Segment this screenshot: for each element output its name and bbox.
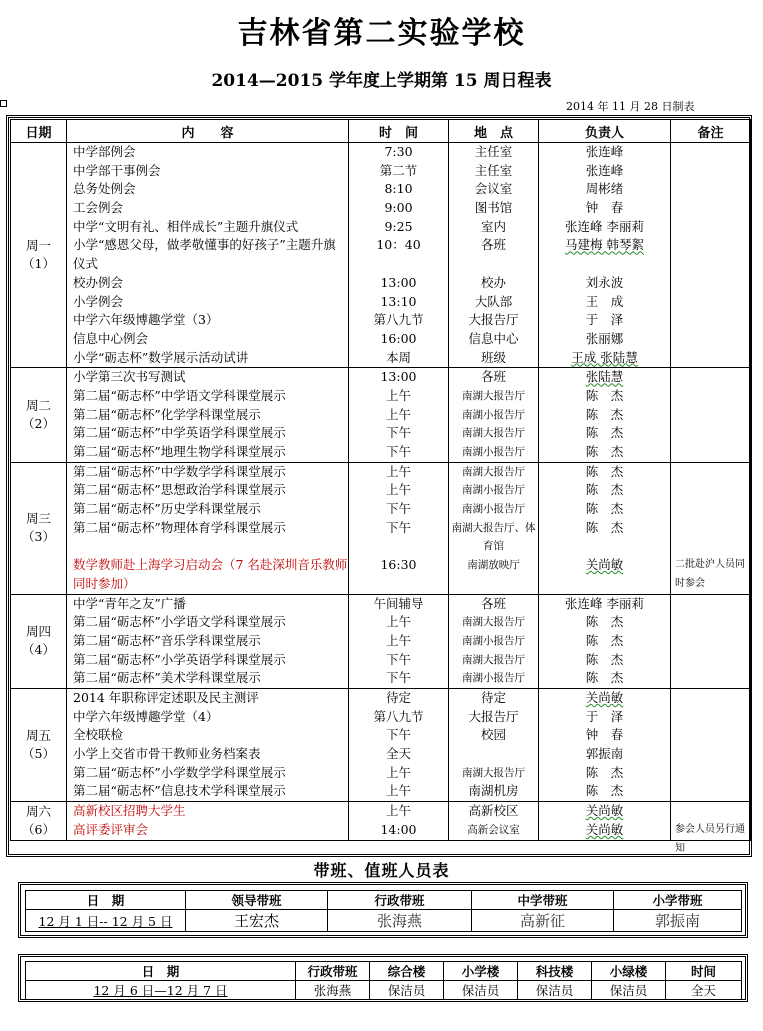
event-time: 上午 xyxy=(385,764,411,780)
event-content: 2014 年职称评定述职及民主测评 xyxy=(73,690,259,706)
duty-table-2-frame xyxy=(18,954,748,1002)
day-number: （4） xyxy=(22,642,55,658)
event-person: 于 泽 xyxy=(585,708,624,724)
event-time: 9:25 xyxy=(384,218,413,234)
event-content: 小学例会 xyxy=(73,293,124,309)
event-person-cell xyxy=(539,143,671,368)
duty1-header-admin: 行政带班 xyxy=(328,891,472,910)
event-note xyxy=(671,782,750,801)
event-time: 7:30 xyxy=(384,144,413,159)
event-content: 第二届“砺志杯”小学语文学科课堂展示 xyxy=(73,614,286,630)
event-content: 第二届“砺志杯”小学数学学科课堂展示 xyxy=(73,764,286,780)
event-person: 张陆慧 xyxy=(585,369,624,385)
event-time: 16:30 xyxy=(380,557,417,573)
event-person: 张丽娜 xyxy=(585,330,624,346)
event-time: 第八九节 xyxy=(373,708,424,724)
event-content: 第二届“砺志杯”中学语文学科课堂展示 xyxy=(73,387,286,403)
event-time: 13:10 xyxy=(380,293,417,309)
event-content: 小学上交省市骨干教师业务档案表 xyxy=(73,746,261,762)
event-place: 大报告厅 xyxy=(468,312,519,328)
event-note xyxy=(671,162,750,181)
event-person: 王 成 xyxy=(585,293,624,309)
event-time: 9:00 xyxy=(384,200,413,216)
event-note xyxy=(671,764,750,783)
schedule-header-row xyxy=(11,120,751,143)
day-number: （1） xyxy=(22,256,55,272)
event-content: 第二届“砺志杯”美术学科课堂展示 xyxy=(73,670,261,686)
event-place-cell xyxy=(449,802,539,840)
event-note xyxy=(671,463,750,482)
event-note xyxy=(671,311,750,330)
event-place: 校园 xyxy=(480,727,506,743)
event-time: 8:10 xyxy=(384,181,413,197)
duty2-header-time: 时间 xyxy=(666,962,742,981)
event-time: 午间辅导 xyxy=(373,595,424,611)
day-number: （5） xyxy=(22,746,55,762)
event-time: 下午 xyxy=(385,651,411,667)
event-person: 关尚敏 xyxy=(585,690,624,706)
event-person: 关尚敏 xyxy=(585,821,624,837)
duty-table-1 xyxy=(25,890,742,932)
duty2-header-primary-bldg: 小学楼 xyxy=(444,962,518,981)
duty-table-2-header xyxy=(26,962,742,981)
event-content: 工会例会 xyxy=(73,200,124,216)
event-person: 陈 杰 xyxy=(585,425,624,441)
event-content-cell xyxy=(67,594,349,688)
event-person: 陈 杰 xyxy=(585,406,624,422)
duty2-header-tech-bldg: 科技楼 xyxy=(518,962,592,981)
duty-table-1-header xyxy=(26,891,742,910)
event-place: 南湖小报告厅 xyxy=(462,446,525,459)
event-content: 校办例会 xyxy=(73,274,124,290)
event-person: 郭振南 xyxy=(585,746,624,762)
event-note xyxy=(671,500,750,519)
event-place: 南湖大报告厅 xyxy=(462,616,525,629)
event-content-cell xyxy=(67,462,349,594)
event-content: 全校联检 xyxy=(73,727,124,743)
event-content: 信息中心例会 xyxy=(73,330,149,346)
event-content: 第二届“砺志杯”思想政治学科课堂展示 xyxy=(73,482,286,498)
day-cell xyxy=(11,689,67,802)
event-note xyxy=(671,669,750,688)
event-person: 刘永波 xyxy=(585,274,624,290)
event-note xyxy=(671,708,750,727)
event-person: 周彬绪 xyxy=(585,181,624,197)
day-name: 周六 xyxy=(25,803,51,819)
event-place xyxy=(449,745,538,764)
day-row xyxy=(11,143,751,368)
event-note xyxy=(671,274,750,293)
page-title: 吉林省第二实验学校 xyxy=(237,16,526,51)
event-place: 各班 xyxy=(480,369,506,385)
event-place: 室内 xyxy=(480,218,506,234)
event-place-cell xyxy=(449,689,539,802)
day-cell xyxy=(11,368,67,462)
event-content: 高新校区招聘大学生 xyxy=(73,803,186,819)
event-time: 全天 xyxy=(385,746,411,762)
event-person: 张连峰 xyxy=(585,162,624,178)
duty1-middle: 高新征 xyxy=(472,910,614,932)
duty2-admin: 张海燕 xyxy=(296,981,370,1000)
event-note xyxy=(671,443,750,462)
event-content-cell xyxy=(67,368,349,462)
event-place: 班级 xyxy=(480,349,506,365)
table-anchor-handle[interactable] xyxy=(0,100,7,107)
event-place: 南湖大报告厅 xyxy=(462,766,525,779)
event-note xyxy=(671,349,750,368)
duty2-header-admin: 行政带班 xyxy=(296,962,370,981)
duty1-header-primary: 小学带班 xyxy=(614,891,742,910)
event-note xyxy=(671,143,750,162)
event-person-cell xyxy=(539,368,671,462)
event-place: 大队部 xyxy=(474,293,513,309)
event-note: 二批赴沪人员同时参会 xyxy=(675,559,745,589)
event-note xyxy=(671,180,750,199)
day-row xyxy=(11,594,751,688)
event-note xyxy=(671,519,750,556)
event-person-cell xyxy=(539,689,671,802)
event-time-cell xyxy=(349,594,449,688)
event-time: 13:00 xyxy=(380,274,417,290)
duty-title: 带班、值班人员表 xyxy=(313,861,450,880)
event-time: 上午 xyxy=(385,463,411,479)
event-time: 下午 xyxy=(385,444,411,460)
event-place: 高新校区 xyxy=(468,803,519,819)
event-content: 第二届“砺志杯”地理生物学科课堂展示 xyxy=(73,444,286,460)
event-content: 高评委评审会 xyxy=(73,821,149,837)
event-time: 14:00 xyxy=(380,821,417,837)
event-person: 马建梅 韩琴絮 xyxy=(565,237,644,253)
event-time-cell xyxy=(349,143,449,368)
duty2-date: 12 月 6 日—12 月 7 日 xyxy=(26,981,296,1000)
event-note xyxy=(671,368,750,387)
duty1-header-middle: 中学带班 xyxy=(472,891,614,910)
event-person: 陈 杰 xyxy=(585,501,624,517)
event-time: 13:00 xyxy=(380,369,417,385)
event-note-cell xyxy=(671,689,751,802)
event-content: 中学“文明有礼、相伴成长”主题升旗仪式 xyxy=(73,218,299,234)
day-row xyxy=(11,462,751,594)
event-place-cell xyxy=(449,368,539,462)
day-cell xyxy=(11,594,67,688)
event-time: 16:00 xyxy=(380,330,417,346)
event-note xyxy=(671,726,750,745)
event-note-cell xyxy=(671,462,751,594)
event-note xyxy=(671,406,750,425)
day-number: （6） xyxy=(22,821,55,837)
event-time: 第二节 xyxy=(379,162,418,178)
event-person: 陈 杰 xyxy=(585,387,624,403)
event-time: 第八九节 xyxy=(373,312,424,328)
event-note-cell xyxy=(671,802,751,854)
event-place: 会议室 xyxy=(474,181,513,197)
event-content-cell xyxy=(67,143,349,368)
event-place: 南湖大报告厅 xyxy=(462,427,525,440)
event-note xyxy=(671,613,750,632)
event-content: 中学部干事例会 xyxy=(73,162,161,178)
event-place: 南湖放映厅 xyxy=(467,559,520,572)
event-note xyxy=(671,330,750,349)
event-person-cell xyxy=(539,594,671,688)
event-note-cell xyxy=(671,594,751,688)
col-header-note: 备注 xyxy=(671,120,751,143)
event-note xyxy=(671,424,750,443)
event-content: 第二届“砺志杯”物理体育学科课堂展示 xyxy=(73,519,286,535)
event-note xyxy=(671,632,750,651)
event-place: 南湖小报告厅 xyxy=(462,503,525,516)
duty1-header-date: 日 期 xyxy=(26,891,186,910)
event-place: 南湖大报告厅 xyxy=(462,653,525,666)
event-note xyxy=(671,218,750,237)
day-row xyxy=(11,802,751,840)
col-header-place: 地 点 xyxy=(449,120,539,143)
day-number: （3） xyxy=(22,529,55,545)
event-time: 上午 xyxy=(385,482,411,498)
duty1-admin: 张海燕 xyxy=(328,910,472,932)
event-person: 张连峰 xyxy=(585,144,624,159)
event-content: 小学第三次书写测试 xyxy=(73,369,186,385)
event-person: 张连峰 李丽莉 xyxy=(565,595,644,611)
event-time: 上午 xyxy=(385,783,411,799)
event-content: 数学教师赴上海学习启动会（7 名赴深圳音乐教师同时参加） xyxy=(73,557,348,591)
event-person: 陈 杰 xyxy=(585,670,624,686)
event-note-cell xyxy=(671,143,751,368)
event-content: 总务处例会 xyxy=(73,181,136,197)
schedule-table xyxy=(10,119,751,854)
event-place: 各班 xyxy=(480,237,506,253)
event-content: 第二届“砺志杯”中学数学学科课堂展示 xyxy=(73,463,286,479)
duty1-leader: 王宏杰 xyxy=(186,910,328,932)
event-content-cell xyxy=(67,802,349,840)
event-time-cell xyxy=(349,368,449,462)
event-content: 第二届“砺志杯”中学英语学科课堂展示 xyxy=(73,425,286,441)
event-person: 钟 春 xyxy=(585,200,624,216)
duty2-header-green-bldg: 小绿楼 xyxy=(592,962,666,981)
event-content: 小学“感恩父母，做孝敬懂事的好孩子”主题升旗仪式 xyxy=(73,237,336,272)
event-content: 小学“砺志杯”数学展示活动试讲 xyxy=(73,349,249,365)
duty2-header-date: 日 期 xyxy=(26,962,296,981)
event-note-cell xyxy=(671,368,751,462)
event-note xyxy=(671,802,750,821)
col-header-person: 负责人 xyxy=(539,120,671,143)
event-note xyxy=(671,745,750,764)
event-content: 第二届“砺志杯”历史学科课堂展示 xyxy=(73,501,261,517)
duty-table-1-row xyxy=(26,910,742,932)
event-place: 南湖机房 xyxy=(468,783,519,799)
event-time: 上午 xyxy=(385,406,411,422)
event-time: 下午 xyxy=(385,425,411,441)
event-place: 待定 xyxy=(480,690,506,706)
day-name: 周五 xyxy=(25,728,51,744)
day-cell xyxy=(11,802,67,840)
event-time: 下午 xyxy=(385,670,411,686)
event-time: 上午 xyxy=(385,632,411,648)
event-person: 陈 杰 xyxy=(585,764,624,780)
day-name: 周一 xyxy=(25,238,51,254)
event-person: 陈 杰 xyxy=(585,632,624,648)
duty2-tech-bldg: 保洁员 xyxy=(518,981,592,1000)
duty2-time: 全天 xyxy=(666,981,742,1000)
event-place: 南湖大报告厅 xyxy=(462,389,525,402)
event-note xyxy=(671,481,750,500)
event-place-cell xyxy=(449,462,539,594)
col-header-day: 日期 xyxy=(11,120,67,143)
event-time: 上午 xyxy=(385,803,411,819)
day-name: 周二 xyxy=(25,398,51,413)
day-cell xyxy=(11,462,67,594)
col-header-time: 时 间 xyxy=(349,120,449,143)
event-person: 陈 杰 xyxy=(585,463,624,479)
event-person: 张连峰 李丽莉 xyxy=(565,218,644,234)
event-time-cell xyxy=(349,802,449,840)
duty2-green-bldg: 保洁员 xyxy=(592,981,666,1000)
duty-table-2-row xyxy=(26,981,742,1000)
event-content: 第二届“砺志杯”化学学科课堂展示 xyxy=(73,406,261,422)
made-date: 2014 年 11 月 28 日制表 xyxy=(566,100,695,113)
event-place: 南湖小报告厅 xyxy=(462,672,525,685)
event-place: 南湖小报告厅 xyxy=(462,408,525,421)
event-place: 各班 xyxy=(480,595,506,611)
event-place-cell xyxy=(449,143,539,368)
event-person: 关尚敏 xyxy=(585,557,624,573)
event-place: 大报告厅 xyxy=(468,708,519,724)
event-person: 陈 杰 xyxy=(585,783,624,799)
event-time: 上午 xyxy=(385,387,411,403)
event-note xyxy=(671,199,750,218)
duty-table-1-frame xyxy=(18,882,748,938)
duty2-primary-bldg: 保洁员 xyxy=(444,981,518,1000)
event-person: 陈 杰 xyxy=(585,482,624,498)
event-note xyxy=(671,387,750,406)
event-place: 南湖大报告厅 xyxy=(462,465,525,478)
event-time: 10：40 xyxy=(376,237,421,253)
event-content: 中学六年级博趣学堂（4） xyxy=(73,708,219,724)
event-content: 第二届“砺志杯”信息技术学科课堂展示 xyxy=(73,783,286,799)
event-time-cell xyxy=(349,689,449,802)
event-note xyxy=(671,236,750,273)
duty2-header-complex: 综合楼 xyxy=(370,962,444,981)
event-place: 主任室 xyxy=(474,162,513,178)
event-place: 图书馆 xyxy=(474,200,513,216)
event-content: 第二届“砺志杯”小学英语学科课堂展示 xyxy=(73,651,286,667)
event-time: 下午 xyxy=(385,501,411,517)
event-time: 下午 xyxy=(385,519,411,535)
page-subtitle: 2014—2015 学年度上学期第 15 周日程表 xyxy=(211,71,552,91)
event-content-cell xyxy=(67,689,349,802)
day-name: 周四 xyxy=(25,624,51,640)
col-header-content: 内 容 xyxy=(67,120,349,143)
event-place: 南湖大报告厅、体育馆 xyxy=(451,521,536,553)
event-person: 陈 杰 xyxy=(585,444,624,460)
event-time: 下午 xyxy=(385,727,411,743)
event-place: 校办 xyxy=(480,274,506,290)
day-name: 周三 xyxy=(25,511,51,527)
event-time: 上午 xyxy=(385,614,411,630)
event-content: 中学“青年之友”广播 xyxy=(73,595,186,611)
event-person: 王成 张陆慧 xyxy=(571,349,638,365)
event-content: 中学六年级博趣学堂（3） xyxy=(73,312,219,328)
day-row xyxy=(11,368,751,462)
event-note xyxy=(671,595,750,614)
event-note xyxy=(671,689,750,708)
duty1-primary: 郭振南 xyxy=(614,910,742,932)
duty1-header-leader: 领导带班 xyxy=(186,891,328,910)
event-place-cell xyxy=(449,594,539,688)
event-person: 陈 杰 xyxy=(585,519,624,535)
event-person: 陈 杰 xyxy=(585,614,624,630)
event-person-cell xyxy=(539,462,671,594)
day-row xyxy=(11,689,751,802)
event-place: 南湖小报告厅 xyxy=(462,634,525,647)
event-time: 待定 xyxy=(385,690,411,706)
event-place: 信息中心 xyxy=(468,330,519,346)
event-time-cell xyxy=(349,462,449,594)
event-content: 中学部例会 xyxy=(73,144,136,159)
event-person: 于 泽 xyxy=(585,312,624,328)
event-place: 主任室 xyxy=(474,144,513,159)
event-person: 关尚敏 xyxy=(585,803,624,819)
event-time: 本周 xyxy=(385,349,411,365)
event-person: 钟 春 xyxy=(585,727,624,743)
day-cell xyxy=(11,143,67,368)
event-note xyxy=(671,293,750,312)
event-note xyxy=(671,651,750,670)
day-number: （2） xyxy=(22,416,55,431)
event-place: 南湖小报告厅 xyxy=(462,484,525,497)
event-content: 第二届“砺志杯”音乐学科课堂展示 xyxy=(73,632,261,648)
duty-table-2 xyxy=(25,961,742,1000)
event-note: 参会人员另行通知 xyxy=(675,823,745,854)
duty1-date: 12 月 1 日-- 12 月 5 日 xyxy=(26,910,186,932)
event-person-cell xyxy=(539,802,671,840)
event-person: 陈 杰 xyxy=(585,651,624,667)
event-place: 高新会议室 xyxy=(467,823,520,836)
duty2-complex: 保洁员 xyxy=(370,981,444,1000)
